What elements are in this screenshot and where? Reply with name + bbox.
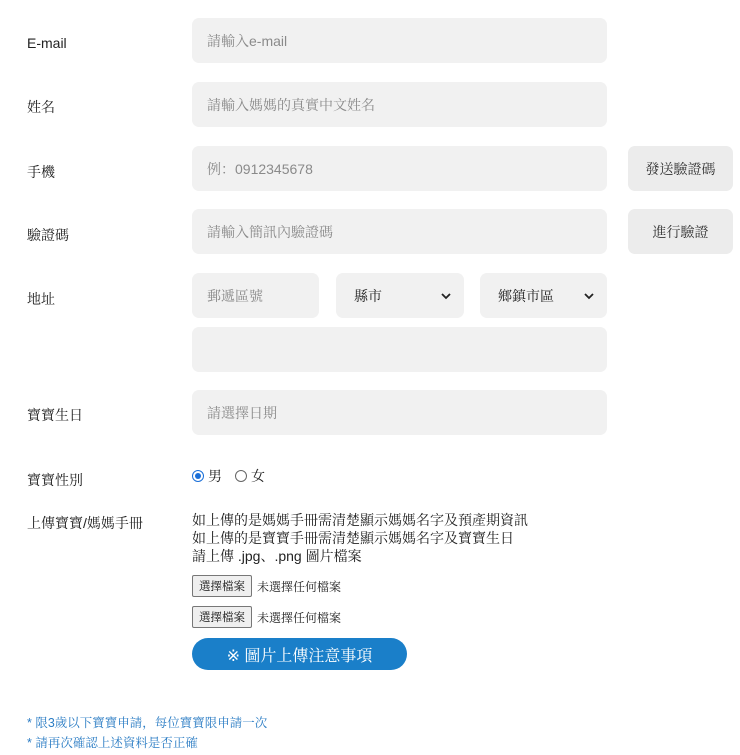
email-placeholder: 請輸入e-mail [207, 32, 288, 49]
district-selected-value: 鄉鎮市區 [498, 287, 554, 304]
city-selected-value: 縣市 [354, 287, 382, 304]
choose-file-button[interactable]: 選擇檔案 [192, 575, 252, 597]
upload-instruction-line: 如上傳的是媽媽手冊需清楚顯示媽媽名字及預產期資訊 [192, 512, 528, 528]
birthday-field[interactable] [192, 390, 607, 435]
choose-file-button[interactable]: 選擇檔案 [192, 606, 252, 628]
code-field[interactable] [192, 209, 607, 254]
file-input-1 [192, 575, 341, 597]
code-placeholder: 請輸入簡訊內驗證碼 [207, 223, 333, 240]
upload-label: 上傳寶寶/媽媽手冊 [27, 515, 143, 531]
city-select[interactable] [336, 273, 464, 318]
note-confirm: * 請再次確認上述資料是否正確 [27, 736, 198, 750]
upload-instruction-line: 請上傳 .jpg、.png 圖片檔案 [192, 548, 362, 564]
address-label: 地址 [27, 291, 55, 307]
upload-notes-button[interactable]: ※ 圖片上傳注意事項 [192, 638, 407, 670]
phone-placeholder: 例：0912345678 [207, 160, 313, 177]
chevron-down-icon [440, 290, 452, 302]
code-label: 驗證碼 [27, 227, 69, 243]
phone-label: 手機 [27, 164, 55, 180]
file-status: 未選擇任何檔案 [257, 610, 342, 625]
name-label: 姓名 [27, 99, 55, 115]
send-code-button[interactable]: 發送驗證碼 [628, 146, 733, 191]
upload-instructions [192, 511, 528, 565]
verify-button[interactable]: 進行驗證 [628, 209, 733, 254]
gender-radio-female[interactable] [235, 470, 247, 482]
zip-field[interactable] [192, 273, 319, 318]
email-field[interactable] [192, 18, 607, 63]
file-input-2 [192, 606, 341, 628]
chevron-down-icon [583, 290, 595, 302]
file-status: 未選擇任何檔案 [257, 579, 342, 594]
name-field[interactable] [192, 82, 607, 127]
email-label: E-mail [27, 35, 67, 51]
birthday-placeholder: 請選擇日期 [207, 404, 277, 421]
street-address-field[interactable] [192, 327, 607, 372]
gender-option-female: 女 [251, 468, 265, 484]
birthday-label: 寶寶生日 [27, 407, 83, 423]
gender-option-male: 男 [208, 468, 222, 484]
phone-field[interactable] [192, 146, 607, 191]
gender-label: 寶寶性別 [27, 472, 83, 488]
gender-radio-male[interactable] [192, 470, 204, 482]
upload-instruction-line: 如上傳的是寶寶手冊需清楚顯示媽媽名字及寶寶生日 [192, 530, 514, 546]
zip-placeholder: 郵遞區號 [207, 287, 263, 304]
district-select[interactable] [480, 273, 607, 318]
name-placeholder: 請輸入媽媽的真實中文姓名 [207, 96, 375, 113]
note-age-limit: * 限3歲以下寶寶申請，每位寶寶限申請一次 [27, 716, 268, 730]
gender-radio-group [192, 466, 265, 486]
